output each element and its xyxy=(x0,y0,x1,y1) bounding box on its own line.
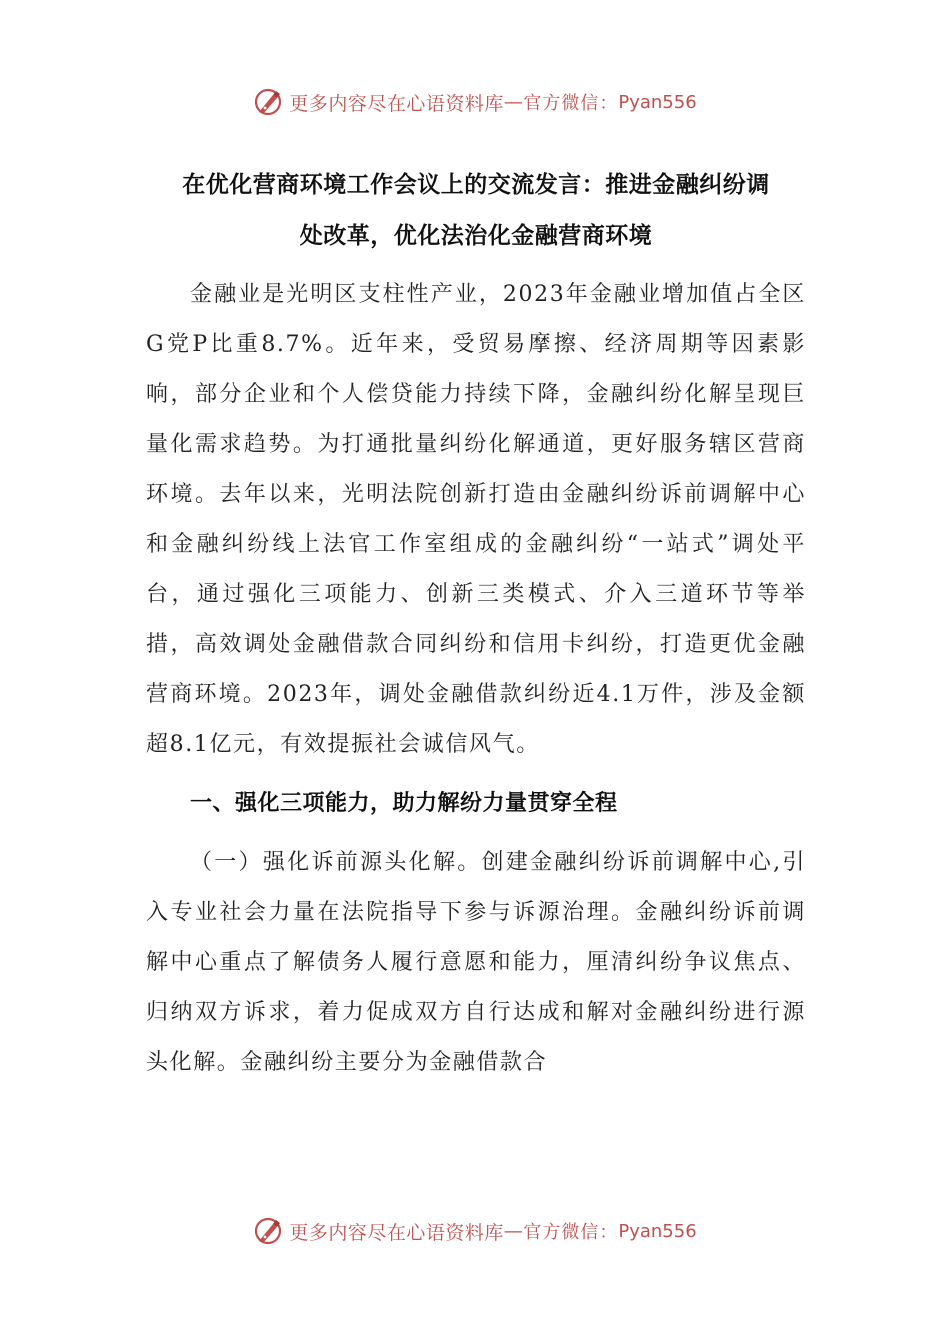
watermark-sub-text: 官方微信： xyxy=(523,1222,619,1243)
pen-nib-circle-icon xyxy=(253,1216,283,1246)
watermark-banner-top xyxy=(0,82,950,122)
watermark-dash: — xyxy=(503,1220,524,1242)
section-1-heading: 一、强化三项能力，助力解纷力量贯穿全程 xyxy=(190,791,618,816)
watermark-account: Pyan556 xyxy=(618,1220,697,1242)
document-body xyxy=(146,160,806,1088)
watermark-dash: — xyxy=(503,91,524,113)
watermark-main-text: 更多内容尽在心语资料库 xyxy=(289,92,504,115)
watermark-account: Pyan556 xyxy=(618,91,697,113)
watermark-sub-text: 官方微信： xyxy=(523,93,619,114)
title-line-1: 在优化营商环境工作会议上的交流发言：推进金融纠纷调 xyxy=(182,172,770,198)
pen-nib-circle-icon xyxy=(253,87,283,117)
document-title xyxy=(146,160,806,262)
watermark-main-text: 更多内容尽在心语资料库 xyxy=(289,1221,504,1244)
title-line-2: 处改革，优化法治化金融营商环境 xyxy=(299,223,653,249)
watermark-banner-bottom xyxy=(0,1211,950,1251)
intro-paragraph: 金融业是光明区支柱性产业，2023年金融业增加值占全区G党P比重8.7%。近年来，受贸易摩擦、经济周期等因素影响，部分企业和个人偿贷能力持续下降，金融纠纷化解呈现巨量化需求趋势。为打通批量纠纷化解通道，更好服务辖区营商环境。去年以来，光明法院创新打造由金融纠纷诉前调解中心和金融纠纷线上法官工作室组成的金融纠纷“一站式”调处平台，通过强化三项能力、创新三类模式、介入三道环节等举措，高效调处金融借款合同纠纷和信用卡纠纷，打造更优金融营商环境。2023年，调处金融借款纠纷近4.1万件，涉及金额超8.1亿元，有效提振社会诚信风气。 xyxy=(146,282,806,757)
section-1-paragraph: （一）强化诉前源头化解。创建金融纠纷诉前调解中心,引入专业社会力量在法院指导下参与诉源治理。金融纠纷诉前调解中心重点了解债务人履行意愿和能力，厘清纠纷争议焦点、归纳双方诉求，着力促成双方自行达成和解对金融纠纷进行源头化解。金融纠纷主要分为金融借款合 xyxy=(146,850,806,1075)
